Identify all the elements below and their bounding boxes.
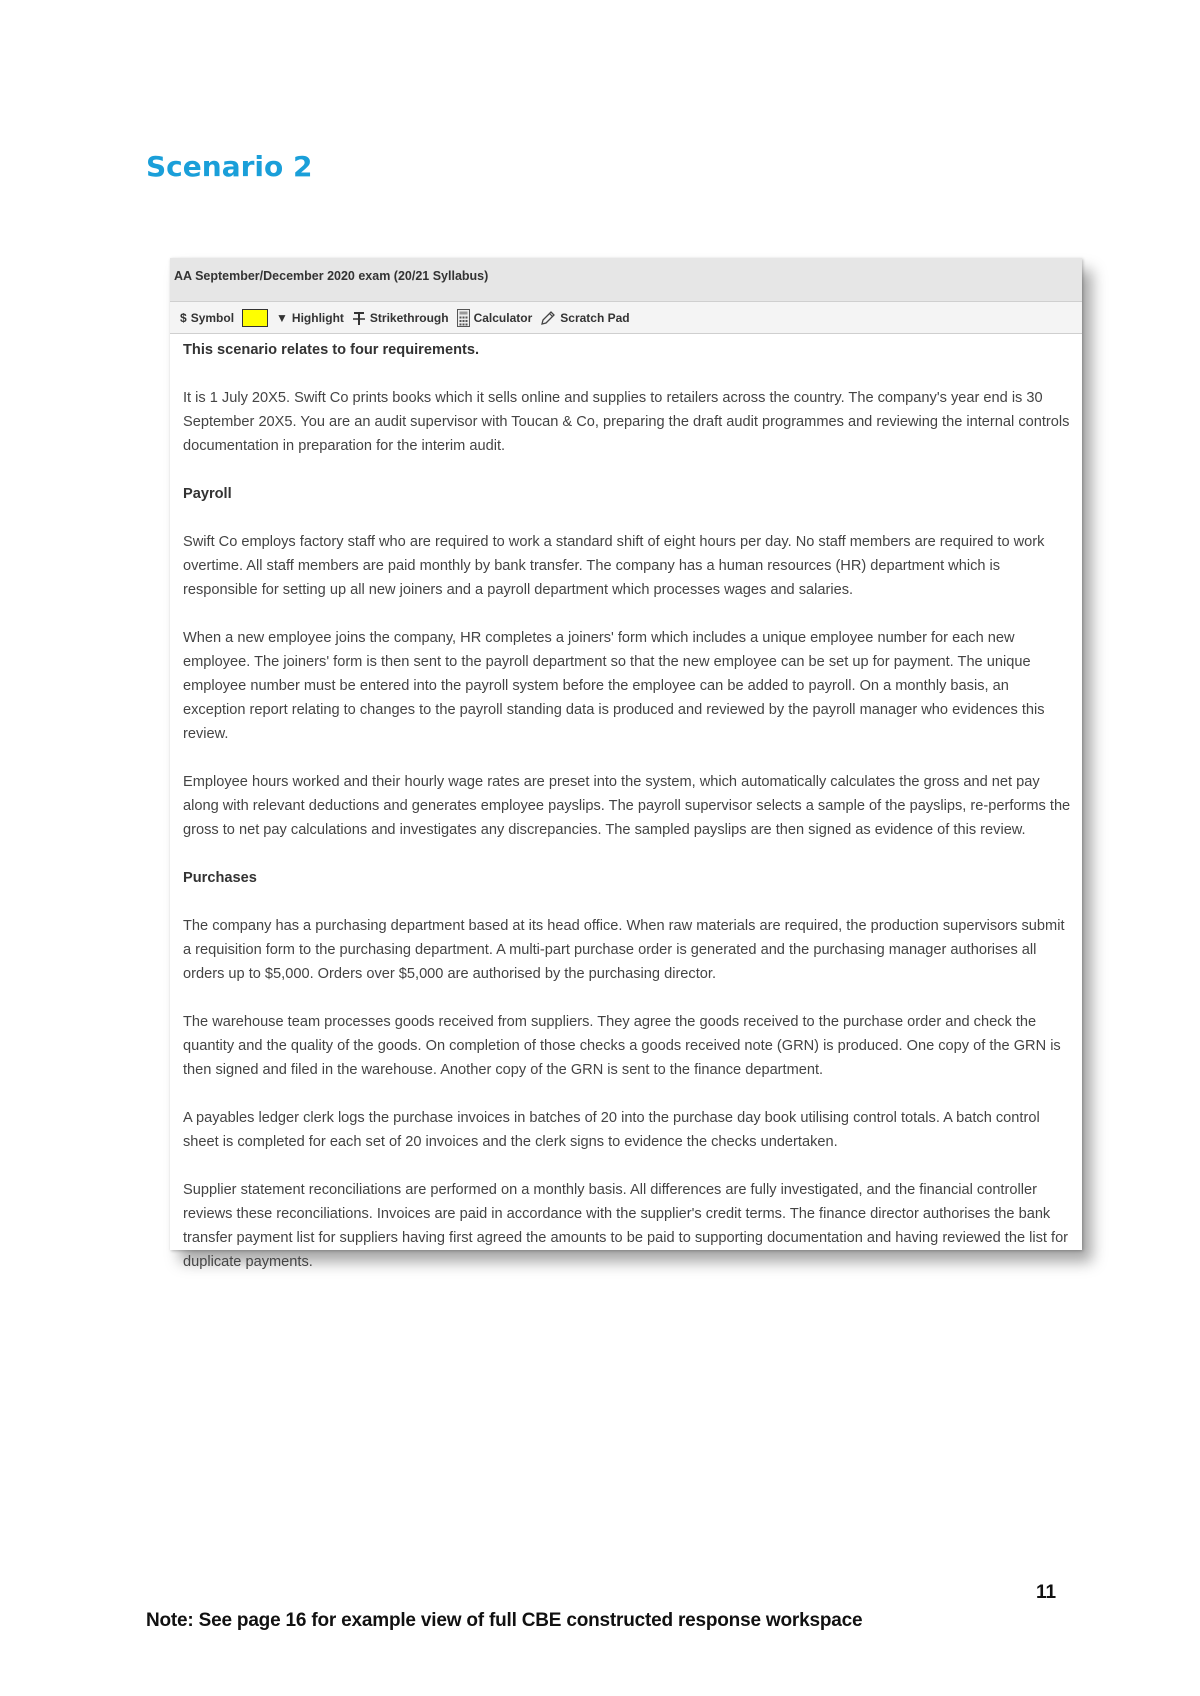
intro-paragraph: It is 1 July 20X5. Swift Co prints books which it sells online and supplies to retailers across the country. The company's year end is 30 September 20X5. You are an audit supervisor with Toucan & Co, preparing the draft audit programmes and reviewing the internal controls documentation in preparation for the interim audit. [183, 390, 1070, 454]
symbol-label: Symbol [190, 310, 235, 325]
payroll-paragraph: Employee hours worked and their hourly wage rates are preset into the system, which automatically calculates the gross and net pay along with relevant deductions and generates employee payslips. The payroll supervisor selects a sample of the payslips, re-performs the gross to net pay calculations and investigates any discrepancies. The sampled payslips are then signed as evidence of this review. [183, 774, 1071, 838]
exam-window-header: AA September/December 2020 exam (20/21 Syllabus) [170, 258, 1082, 302]
purchases-paragraph: The warehouse team processes goods received from suppliers. They agree the goods received to the purchase order and check the quantity and the quality of the goods. On completion of those checks a goods received note (GRN) is produced. One copy of the GRN is then signed and filed in the warehouse. Another copy of the GRN is sent to the finance department. [183, 1014, 1061, 1078]
highlight-color-swatch[interactable] [242, 309, 268, 327]
toolbar [170, 302, 1082, 334]
lead-text: This scenario relates to four requirements. [183, 342, 480, 358]
highlight-button[interactable] [276, 311, 344, 325]
payroll-paragraph: Swift Co employs factory staff who are required to work a standard shift of eight hours per day. No staff members are required to work overtime. All staff members are paid monthly by bank transfer. The company has a human resources (HR) department which is responsible for setting up all new joiners and a payroll department which processes wages and salaries. [183, 534, 1045, 598]
purchases-paragraph: The company has a purchasing department based at its head office. When raw materials are required, the production supervisors submit a requisition form to the purchasing department. A multi-part purchase order is generated and the purchasing manager authorises all orders up to $5,000. Orders over $5,000 are authorised by the purchasing director. [183, 918, 1065, 982]
scratch-pad-button[interactable] [540, 310, 629, 326]
strikethrough-button[interactable] [352, 310, 449, 326]
page-number: 11 [1036, 1582, 1057, 1603]
calculator-button[interactable] [457, 309, 533, 327]
purchases-paragraph: A payables ledger clerk logs the purchase invoices in batches of 20 into the purchase day book utilising control totals. A batch control sheet is completed for each set of 20 invoices and the clerk signs to evidence the checks undertaken. [183, 1110, 1040, 1150]
payroll-paragraph: When a new employee joins the company, HR completes a joiners' form which includes a unique employee number for each new employee. The joiners' form is then sent to the payroll department so that the new employee can be set up for payment. The unique employee number must be entered into the payroll system before the employee can be added to payroll. On a monthly basis, an exception report relating to changes to the payroll standing data is produced and reviewed by the payroll manager who evidences this review. [183, 630, 1045, 742]
exam-window [170, 258, 1082, 1270]
calculator-icon [457, 309, 470, 327]
highlight-label: Highlight [291, 310, 344, 325]
dropdown-triangle-icon: ▼ [276, 310, 288, 325]
pencil-icon [540, 310, 556, 326]
footer-note: Note: See page 16 for example view of full CBE constructed response workspace [146, 1610, 863, 1631]
dollar-icon: $ [180, 310, 187, 325]
purchases-heading: Purchases [183, 870, 257, 886]
calculator-label: Calculator [473, 310, 533, 325]
scenario-title: Scenario 2 [146, 150, 313, 183]
payroll-heading: Payroll [183, 486, 232, 502]
symbol-button[interactable] [180, 311, 234, 325]
strikethrough-label: Strikethrough [369, 310, 449, 325]
scratch-pad-label: Scratch Pad [560, 310, 630, 325]
purchases-paragraph: Supplier statement reconciliations are performed on a monthly basis. All differences are fully investigated, and the financial controller reviews these reconciliations. Invoices are paid in accordance with the supplier's credit terms. The finance director authorises the bank transfer payment list for suppliers having first agreed the amounts to be paid to supporting documentation and having reviewed the list for duplicate payments. [183, 1182, 1069, 1270]
strikethrough-icon [352, 310, 366, 326]
scenario-content [170, 334, 1082, 1274]
